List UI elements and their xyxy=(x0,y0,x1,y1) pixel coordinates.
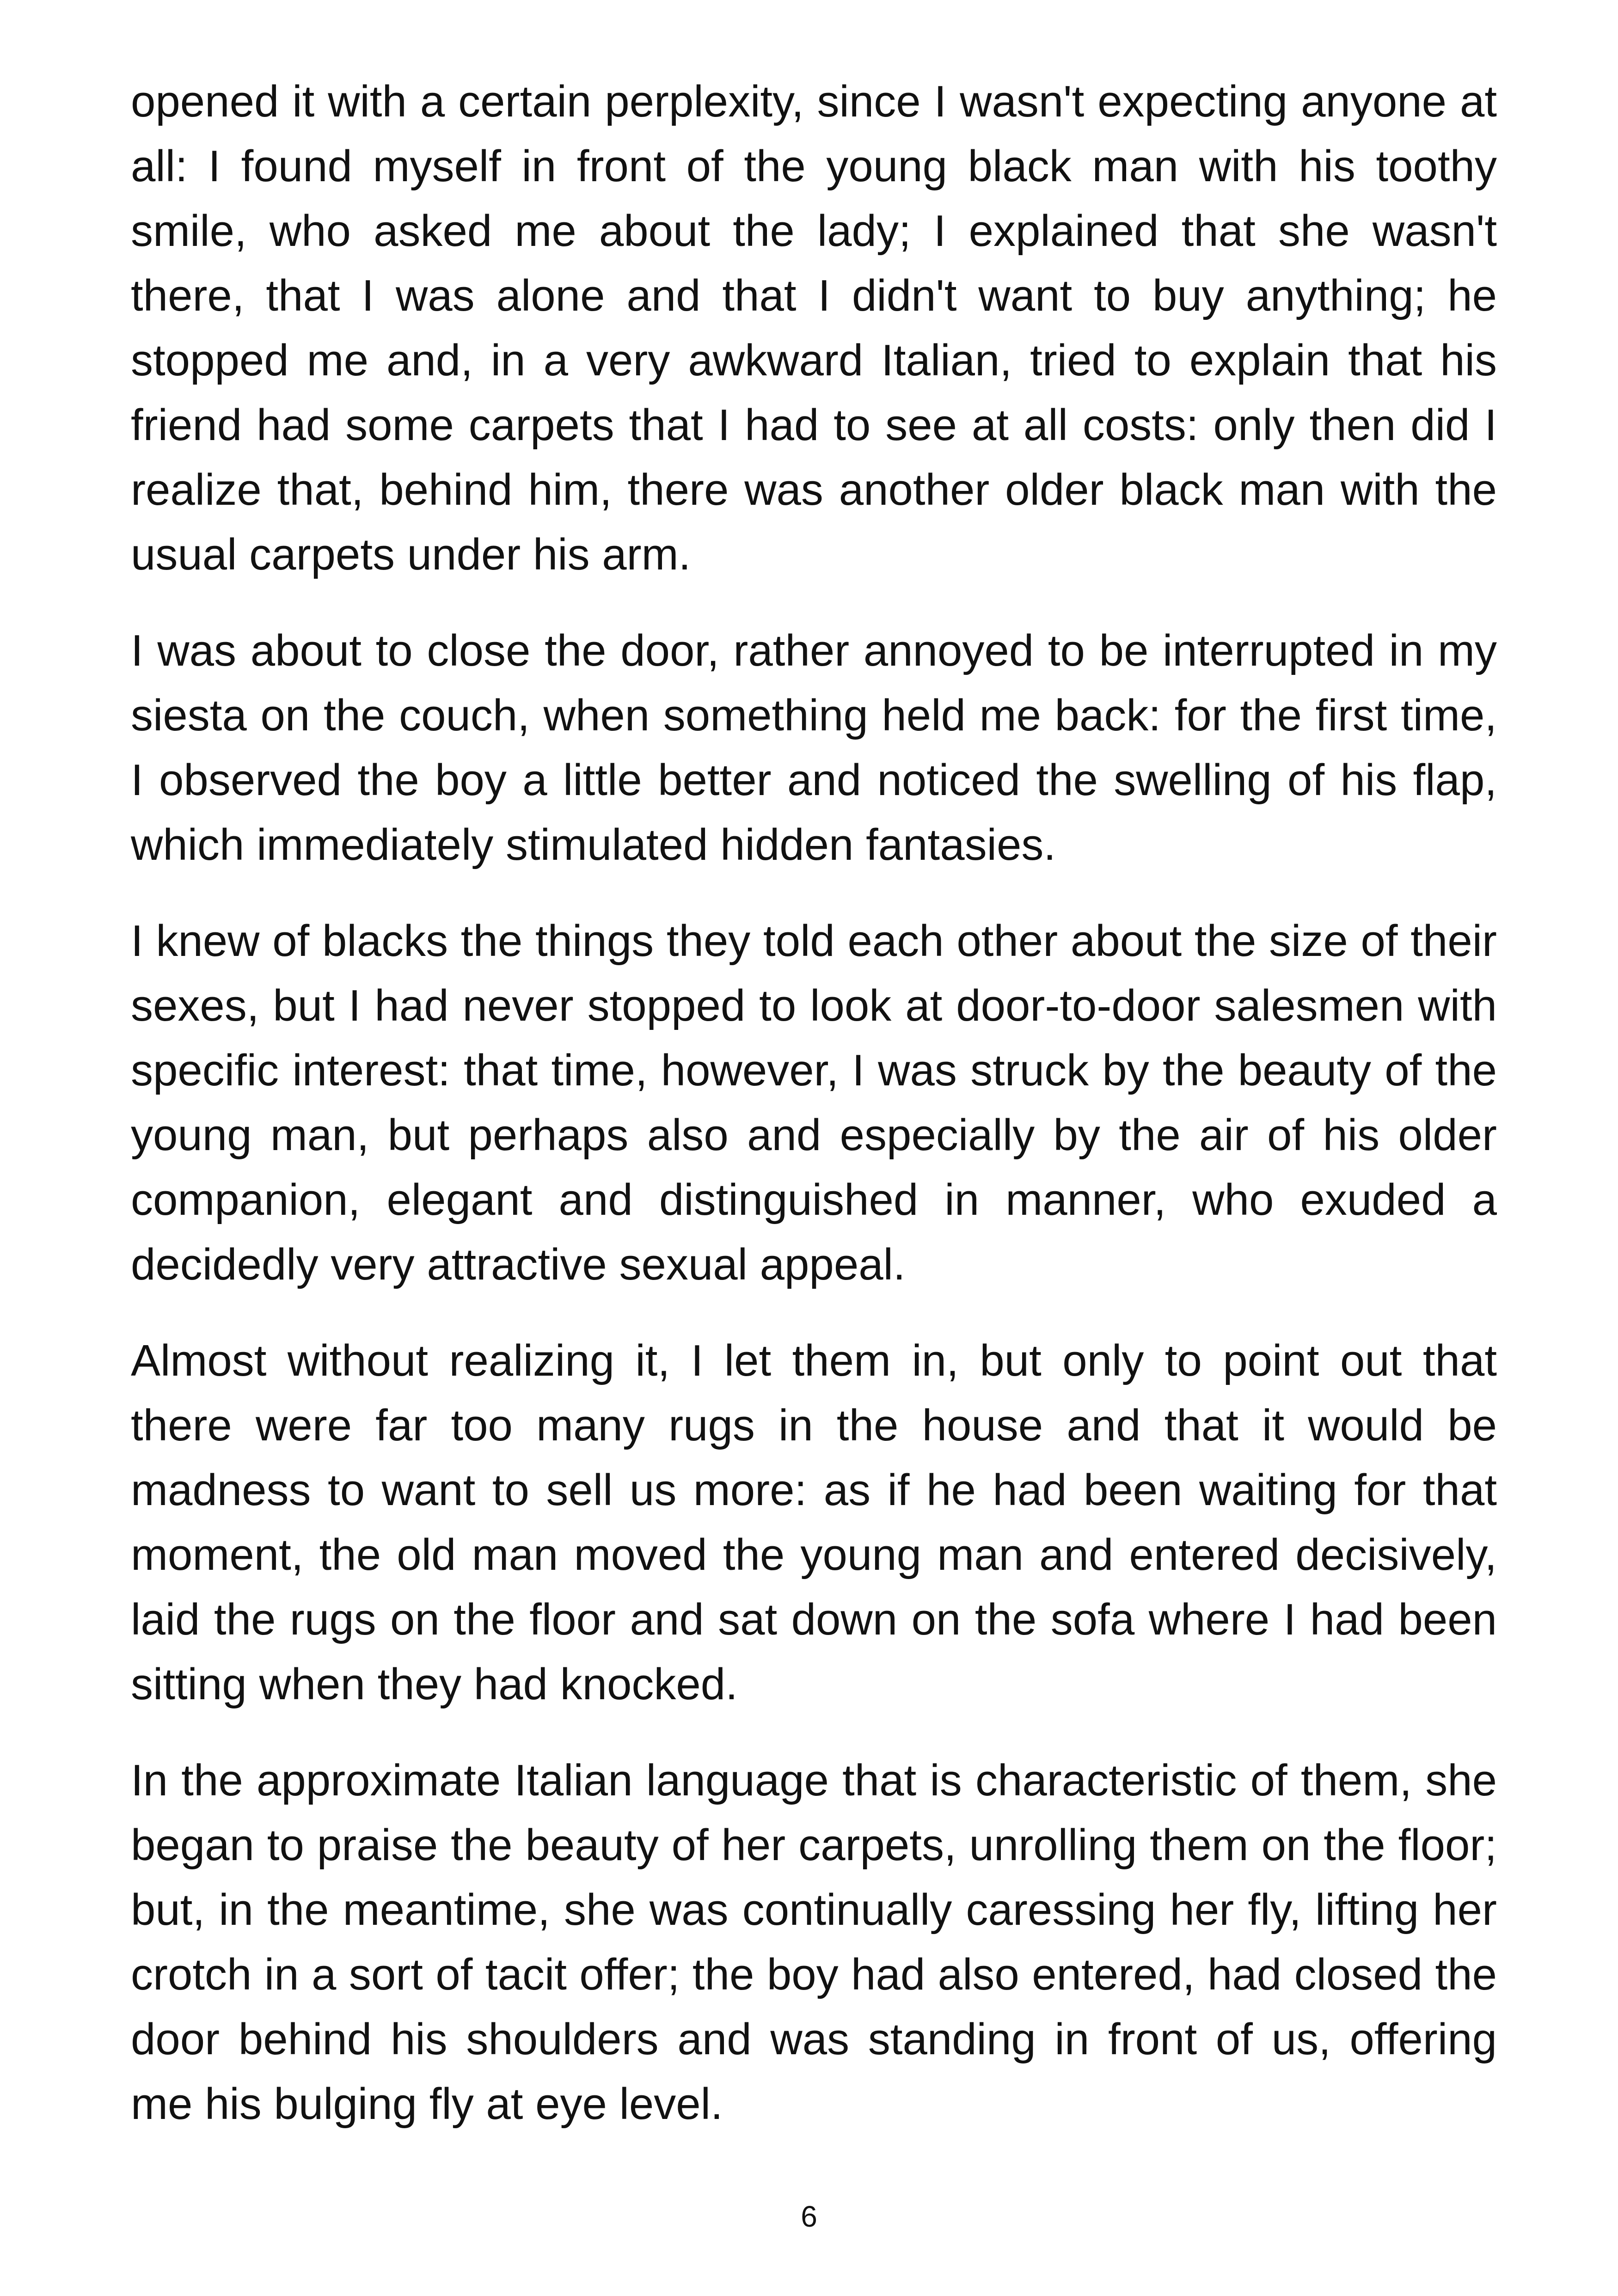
paragraph-4: Almost without realizing it, I let them in, but only to point out that there were far too many rugs in the house and that it would be madness to want to sell us more: as if he had been waiting for that moment, the old man moved the young man and entered decisively, laid the rugs on the floor and sat down on the sofa where I had been sitting when they had knocked. xyxy=(131,1336,1497,1709)
paragraph-5: In the approximate Italian language that is characteristic of them, she began to praise the beauty of her carpets, unrolling them on the floor; but, in the meantime, she was continually caressing her fly, lifting her crotch in a sort of tacit offer; the boy had also entered, had closed the door behind his shoulders and was standing in front of us, offering me his bulging fly at eye level. xyxy=(131,1756,1497,2129)
paragraph-3: I knew of blacks the things they told each other about the size of their sexes, but I had never stopped to look at door-to-door salesmen with specific interest: that time, however, I was struck by the beauty of the young man, but perhaps also and especially by the air of his older companion, elegant and distinguished in manner, who exuded a decidedly very attractive sexual appeal. xyxy=(131,916,1497,1289)
paragraph-2: I was about to close the door, rather annoyed to be interrupted in my siesta on the couch, when something held me back: for the first time, I observed the boy a little better and noticed the swelling of his flap, which immediately stimulated hidden fantasies. xyxy=(131,626,1497,869)
paragraph-1: opened it with a certain perplexity, since I wasn't expecting anyone at all: I found myself in front of the young black man with his toothy smile, who asked me about the lady; I explained that she wasn't there, that I was alone and that I didn't want to buy anything; he stopped me and, in a very awkward Italian, tried to explain that his friend had some carpets that I had to see at all costs: only then did I realize that, behind him, there was another older black man with the usual carpets under his arm. xyxy=(131,77,1497,579)
body-text xyxy=(131,69,1497,2168)
page-number: 6 xyxy=(801,2200,817,2233)
